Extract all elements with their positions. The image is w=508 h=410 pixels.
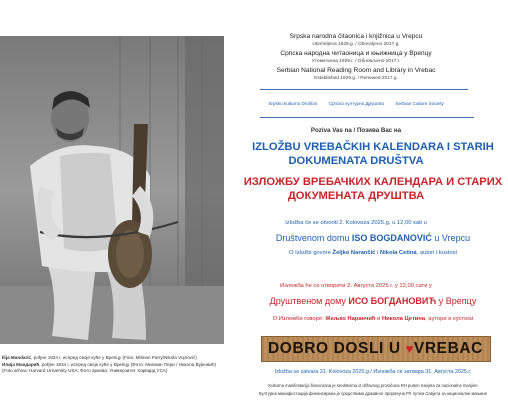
speakers-cyrillic (238, 316, 508, 322)
invitation-line: Poziva Vas na / Позива Вас на (310, 127, 402, 134)
closing-date: Izložba se zatvara 31. Kolovoza 2025.g./ Изложба се затвара 31. Августа 2025.г. (274, 369, 472, 375)
org-name-latin: Srpska narodna čitaonica i knjižnica u Vrepcu (289, 33, 423, 40)
speaker-1-latin: Željko Narančić (332, 250, 376, 256)
speakers-latin-suffix: , autori i kustosi (416, 250, 457, 256)
divider-top (260, 89, 468, 90)
venue-cyrillic-prefix: Друштвеном дому (269, 296, 349, 306)
org-founded-latin: Utemeljena 1929.g. / Obnovljeno 2017.g. (312, 42, 400, 47)
venue-cyrillic-name: ИСО БОГДАНОВИЋ (348, 296, 437, 306)
caption-photo-credit: (Foto arhiva: Harvard University USA; Фото архива: Универзитет Харвард УСА) (2, 368, 168, 374)
photo-man-with-gusle (0, 36, 224, 344)
venue-latin-suffix: u Vrepcu (431, 233, 471, 243)
banner-text-part1: DOBRO DOSLI U (268, 340, 401, 357)
funding-note-cyrillic: Културна манифестација финансирана је средствима државног прорачуна РХ путем Савјета за националне мањине (258, 391, 488, 396)
left-panel (0, 0, 238, 410)
venue-latin-name: ISO BOGDANOVIĆ (351, 233, 432, 243)
opening-cyrillic: Изложба ће се отворити 2. Августа 2025.г. у 12,00 сати у (280, 283, 432, 289)
heart-icon: ♥ (405, 341, 414, 356)
org-founded-cyrillic: Утемељена 1929.г. / Обновљено 2017.г. (311, 59, 401, 64)
speaker-2-cyrillic: Никола Цетина (382, 316, 426, 322)
organization-english: Serbian Culture Society (395, 101, 444, 106)
organization-cyrillic: Српско културно Друштво (328, 101, 385, 106)
title-cyrillic-line2: ДОКУМЕНАТА ДРУШТВА (287, 190, 425, 202)
org-name-english: Serbian National Reading Room and Library in Vrebac (276, 67, 436, 74)
speakers-latin-prefix: O Izložbi govore (289, 250, 333, 256)
caption-text-latin: , рођен 1934 г, испред своје куће у Врепцу (Foto: Milman Parry/Nikola Vujnović) (31, 355, 197, 360)
organization-latin: Srpsko kulturno Društvo (268, 101, 318, 106)
banner-text-part2: VREBAC (413, 340, 483, 357)
title-latin-line2: DOKUMENATA DRUŠTVA (288, 155, 424, 167)
divider-middle (260, 117, 474, 118)
title-latin-line1: IZLOŽBU VREBAČKIH KALENDARA I STARIH (252, 141, 494, 153)
caption-text-cyrillic: , рођен 1934 г. испред своје куће у Врепцу (Фото: Милман Пери / Никола Вујновић) (39, 361, 217, 367)
speakers-cyrillic-and: и (375, 316, 382, 322)
historical-photo (0, 36, 224, 344)
speakers-latin-and: i (375, 250, 380, 256)
venue-latin (238, 233, 508, 243)
speaker-2-latin: Nikola Cetina (379, 250, 417, 256)
organizations-line (238, 101, 474, 106)
right-panel (238, 0, 503, 410)
venue-cyrillic-suffix: у Врепцу (436, 296, 477, 306)
speakers-latin (238, 250, 508, 256)
funding-note-latin: Kulturna manifestacija financirana je sredstvima iz državnog proračuna RH putem Savjeta za nacionalne manjine (268, 383, 478, 388)
caption-name-latin: Ilija Mandarić (2, 355, 32, 360)
venue-latin-prefix: Društvenom domu (275, 233, 352, 243)
speaker-1-cyrillic: Жељко Наранчић (325, 316, 376, 322)
org-founded-english: Established 1929.g. / Renewed 2017.g. (314, 76, 398, 81)
org-name-cyrillic: Српска народна читаоница и књижница у Врепцу (280, 50, 432, 57)
venue-cyrillic (238, 296, 508, 306)
speakers-cyrillic-suffix: , аутори и кустоси (425, 316, 474, 322)
photo-caption (2, 355, 236, 375)
speakers-cyrillic-prefix: О Изложби говоре: (272, 316, 326, 322)
title-cyrillic-line1: ИЗЛОЖБУ ВРЕБАЧКИХ КАЛЕНДАРА И СТАРИХ (243, 176, 503, 188)
welcome-sign-banner (261, 336, 491, 362)
opening-latin: Izložba će se otvoriti 2. Kolovoza 2025.g. u 12,00 sati u (285, 220, 427, 226)
caption-name-cyrillic: Илија Мандарић (2, 361, 40, 367)
